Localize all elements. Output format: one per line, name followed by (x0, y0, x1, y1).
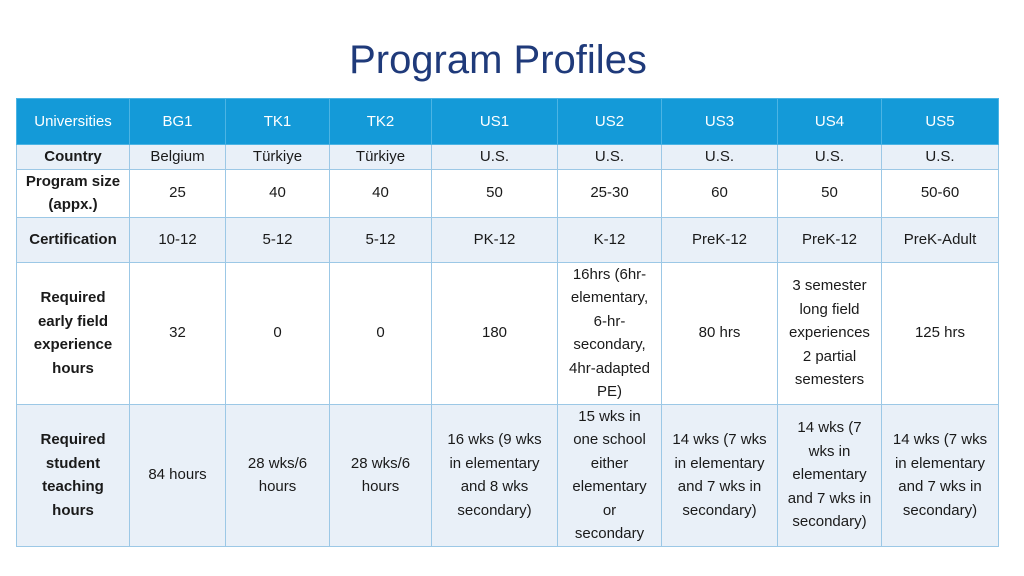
table-cell: 50 (778, 169, 882, 217)
row-label: Country (17, 145, 130, 170)
table-cell: 28 wks/6 hours (330, 404, 432, 546)
table-cell: 14 wks (7 wks in elementary and 7 wks in secondary) (662, 404, 778, 546)
column-header: US2 (558, 99, 662, 145)
column-header: US3 (662, 99, 778, 145)
table-cell: 180 (432, 262, 558, 404)
table-row-program-size (17, 169, 999, 217)
table-cell: 28 wks/6 hours (226, 404, 330, 546)
row-label: Required student teaching hours (17, 404, 130, 546)
table-cell: U.S. (432, 145, 558, 170)
table-cell: PreK-Adult (882, 217, 999, 262)
table-cell: 0 (330, 262, 432, 404)
row-label: Program size (appx.) (17, 169, 130, 217)
table-cell: 25-30 (558, 169, 662, 217)
column-header: BG1 (130, 99, 226, 145)
column-header: TK2 (330, 99, 432, 145)
table-cell: PK-12 (432, 217, 558, 262)
table-cell: 125 hrs (882, 262, 999, 404)
row-label: Certification (17, 217, 130, 262)
row-label: Required early field experience hours (17, 262, 130, 404)
table-cell: 84 hours (130, 404, 226, 546)
table-cell: 50-60 (882, 169, 999, 217)
program-profiles-table (16, 98, 999, 547)
table-cell: U.S. (778, 145, 882, 170)
column-header: Universities (17, 99, 130, 145)
table-cell: PreK-12 (778, 217, 882, 262)
table-cell: 15 wks in one school either elementary or secondary (558, 404, 662, 546)
table-cell: U.S. (558, 145, 662, 170)
table-cell: PreK-12 (662, 217, 778, 262)
table-cell: Türkiye (226, 145, 330, 170)
table-cell: 40 (330, 169, 432, 217)
table-cell: 40 (226, 169, 330, 217)
page-title: Program Profiles (349, 38, 647, 82)
table-cell: 16hrs (6hr- elementary, 6-hr- secondary, 4hr-adapted PE) (558, 262, 662, 404)
table-cell: 50 (432, 169, 558, 217)
table-cell: 60 (662, 169, 778, 217)
table-cell: 80 hrs (662, 262, 778, 404)
table-row-student-teaching (17, 404, 999, 546)
column-header: TK1 (226, 99, 330, 145)
column-header: US1 (432, 99, 558, 145)
table-cell: 5-12 (226, 217, 330, 262)
table-cell: Türkiye (330, 145, 432, 170)
table-row-country (17, 145, 999, 170)
table-cell: 14 wks (7 wks in elementary and 7 wks in secondary) (882, 404, 999, 546)
table-cell: 3 semester long field experiences 2 partial semesters (778, 262, 882, 404)
table-row-field-experience (17, 262, 999, 404)
column-header: US4 (778, 99, 882, 145)
table-header-row (17, 99, 999, 145)
table-cell: U.S. (882, 145, 999, 170)
table-row-certification (17, 217, 999, 262)
table-cell: Belgium (130, 145, 226, 170)
column-header: US5 (882, 99, 999, 145)
table-cell: 32 (130, 262, 226, 404)
table-cell: 16 wks (9 wks in elementary and 8 wks secondary) (432, 404, 558, 546)
table-cell: U.S. (662, 145, 778, 170)
table-cell: 10-12 (130, 217, 226, 262)
table-cell: 5-12 (330, 217, 432, 262)
table-cell: 25 (130, 169, 226, 217)
table-cell: 0 (226, 262, 330, 404)
table-cell: K-12 (558, 217, 662, 262)
table-cell: 14 wks (7 wks in elementary and 7 wks in secondary) (778, 404, 882, 546)
